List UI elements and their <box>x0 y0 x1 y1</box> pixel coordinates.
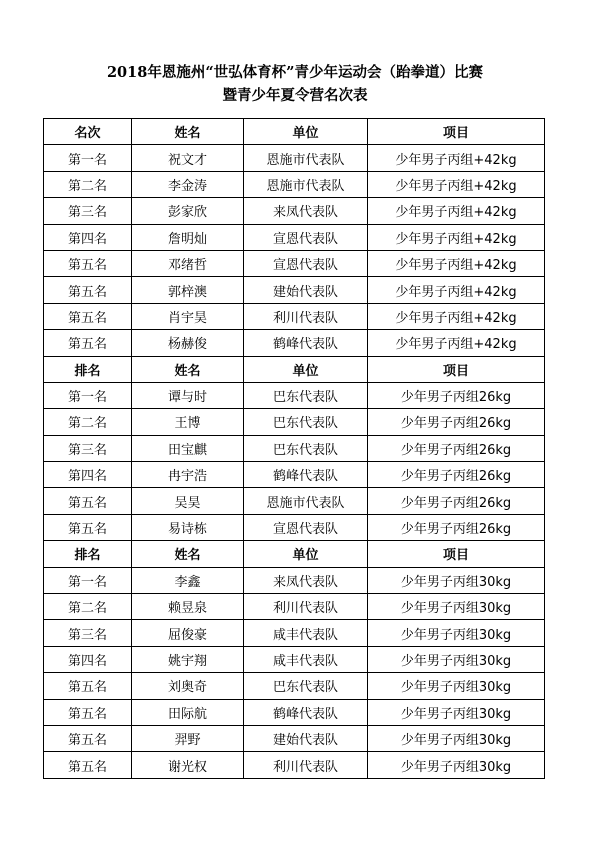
table-row <box>44 594 545 620</box>
table-row <box>44 303 545 329</box>
header-cell-name: 姓名 <box>132 541 244 567</box>
cell-team: 咸丰代表队 <box>244 620 368 646</box>
table-row <box>44 250 545 276</box>
cell-rank: 第五名 <box>44 488 132 514</box>
cell-name: 吴昊 <box>132 488 244 514</box>
cell-name: 谢光权 <box>132 752 244 778</box>
table-row <box>44 620 545 646</box>
table-row <box>44 567 545 593</box>
cell-team: 来凤代表队 <box>244 198 368 224</box>
header-cell-event: 项目 <box>368 541 545 567</box>
cell-rank: 第二名 <box>44 594 132 620</box>
cell-name: 李鑫 <box>132 567 244 593</box>
cell-team: 恩施市代表队 <box>244 145 368 171</box>
cell-event: 少年男子丙组+42kg <box>368 145 545 171</box>
header-cell-name: 姓名 <box>132 119 244 145</box>
table-row <box>44 409 545 435</box>
cell-team: 巴东代表队 <box>244 382 368 408</box>
cell-rank: 第四名 <box>44 646 132 672</box>
cell-event: 少年男子丙组+42kg <box>368 303 545 329</box>
cell-name: 田际航 <box>132 699 244 725</box>
cell-name: 李金涛 <box>132 171 244 197</box>
cell-rank: 第二名 <box>44 409 132 435</box>
cell-event: 少年男子丙组+42kg <box>368 198 545 224</box>
cell-event: 少年男子丙组+42kg <box>368 250 545 276</box>
cell-team: 利川代表队 <box>244 752 368 778</box>
cell-rank: 第五名 <box>44 303 132 329</box>
cell-name: 邓绪哲 <box>132 250 244 276</box>
table-header-row <box>44 541 545 567</box>
cell-event: 少年男子丙组30kg <box>368 673 545 699</box>
cell-team: 宣恩代表队 <box>244 514 368 540</box>
cell-rank: 第五名 <box>44 725 132 751</box>
table-row <box>44 435 545 461</box>
cell-event: 少年男子丙组26kg <box>368 462 545 488</box>
cell-rank: 第一名 <box>44 382 132 408</box>
cell-team: 宣恩代表队 <box>244 250 368 276</box>
cell-name: 刘奥奇 <box>132 673 244 699</box>
cell-event: 少年男子丙组30kg <box>368 646 545 672</box>
cell-rank: 第三名 <box>44 620 132 646</box>
header-cell-team: 单位 <box>244 119 368 145</box>
cell-name: 易诗栋 <box>132 514 244 540</box>
cell-rank: 第五名 <box>44 250 132 276</box>
cell-event: 少年男子丙组30kg <box>368 594 545 620</box>
cell-name: 羿野 <box>132 725 244 751</box>
cell-event: 少年男子丙组30kg <box>368 620 545 646</box>
cell-team: 巴东代表队 <box>244 409 368 435</box>
cell-event: 少年男子丙组30kg <box>368 699 545 725</box>
cell-event: 少年男子丙组26kg <box>368 514 545 540</box>
cell-event: 少年男子丙组+42kg <box>368 277 545 303</box>
table-row <box>44 277 545 303</box>
cell-name: 屈俊豪 <box>132 620 244 646</box>
cell-name: 杨赫俊 <box>132 330 244 356</box>
cell-team: 鹤峰代表队 <box>244 462 368 488</box>
cell-event: 少年男子丙组26kg <box>368 435 545 461</box>
cell-event: 少年男子丙组26kg <box>368 382 545 408</box>
table-row <box>44 145 545 171</box>
ranking-table <box>43 118 545 779</box>
table-row <box>44 488 545 514</box>
cell-rank: 第五名 <box>44 673 132 699</box>
header-cell-team: 单位 <box>244 356 368 382</box>
cell-rank: 第一名 <box>44 567 132 593</box>
cell-team: 建始代表队 <box>244 277 368 303</box>
cell-event: 少年男子丙组+42kg <box>368 330 545 356</box>
header-cell-rank: 排名 <box>44 541 132 567</box>
cell-rank: 第五名 <box>44 699 132 725</box>
header-cell-event: 项目 <box>368 119 545 145</box>
table-row <box>44 514 545 540</box>
header-cell-team: 单位 <box>244 541 368 567</box>
table-row <box>44 462 545 488</box>
cell-rank: 第五名 <box>44 752 132 778</box>
table-row <box>44 330 545 356</box>
table-row <box>44 646 545 672</box>
cell-name: 郭梓澳 <box>132 277 244 303</box>
cell-team: 鹤峰代表队 <box>244 699 368 725</box>
cell-name: 詹明灿 <box>132 224 244 250</box>
table-row <box>44 725 545 751</box>
cell-name: 彭家欣 <box>132 198 244 224</box>
cell-team: 鹤峰代表队 <box>244 330 368 356</box>
cell-team: 利川代表队 <box>244 594 368 620</box>
table-header-row <box>44 356 545 382</box>
table-row <box>44 382 545 408</box>
table-header-row <box>44 119 545 145</box>
cell-team: 恩施市代表队 <box>244 171 368 197</box>
cell-rank: 第一名 <box>44 145 132 171</box>
cell-event: 少年男子丙组26kg <box>368 488 545 514</box>
cell-team: 咸丰代表队 <box>244 646 368 672</box>
cell-event: 少年男子丙组+42kg <box>368 224 545 250</box>
table-row <box>44 171 545 197</box>
cell-team: 巴东代表队 <box>244 435 368 461</box>
cell-rank: 第三名 <box>44 198 132 224</box>
cell-team: 恩施市代表队 <box>244 488 368 514</box>
cell-rank: 第五名 <box>44 514 132 540</box>
table-row <box>44 752 545 778</box>
table-row <box>44 673 545 699</box>
cell-team: 巴东代表队 <box>244 673 368 699</box>
cell-name: 姚宇翔 <box>132 646 244 672</box>
cell-name: 赖昱泉 <box>132 594 244 620</box>
header-cell-name: 姓名 <box>132 356 244 382</box>
cell-event: 少年男子丙组30kg <box>368 567 545 593</box>
cell-rank: 第五名 <box>44 330 132 356</box>
cell-name: 祝文才 <box>132 145 244 171</box>
cell-team: 利川代表队 <box>244 303 368 329</box>
ranking-table-body <box>44 119 545 779</box>
cell-team: 建始代表队 <box>244 725 368 751</box>
document-title-line2: 暨青少年夏令营名次表 <box>222 87 368 104</box>
cell-name: 冉宇浩 <box>132 462 244 488</box>
header-cell-rank: 排名 <box>44 356 132 382</box>
table-row <box>44 224 545 250</box>
cell-name: 谭与时 <box>132 382 244 408</box>
cell-name: 王博 <box>132 409 244 435</box>
cell-name: 田宝麒 <box>132 435 244 461</box>
header-cell-rank: 名次 <box>44 119 132 145</box>
cell-team: 宣恩代表队 <box>244 224 368 250</box>
cell-team: 来凤代表队 <box>244 567 368 593</box>
table-row <box>44 198 545 224</box>
cell-event: 少年男子丙组30kg <box>368 752 545 778</box>
cell-rank: 第四名 <box>44 224 132 250</box>
cell-rank: 第二名 <box>44 171 132 197</box>
cell-rank: 第三名 <box>44 435 132 461</box>
header-cell-event: 项目 <box>368 356 545 382</box>
cell-event: 少年男子丙组30kg <box>368 725 545 751</box>
table-row <box>44 699 545 725</box>
cell-event: 少年男子丙组+42kg <box>368 171 545 197</box>
cell-event: 少年男子丙组26kg <box>368 409 545 435</box>
document-title-line1: 2018年恩施州“世弘体育杯”青少年运动会（跆拳道）比赛 <box>106 64 484 81</box>
cell-name: 肖宇昊 <box>132 303 244 329</box>
cell-rank: 第五名 <box>44 277 132 303</box>
cell-rank: 第四名 <box>44 462 132 488</box>
